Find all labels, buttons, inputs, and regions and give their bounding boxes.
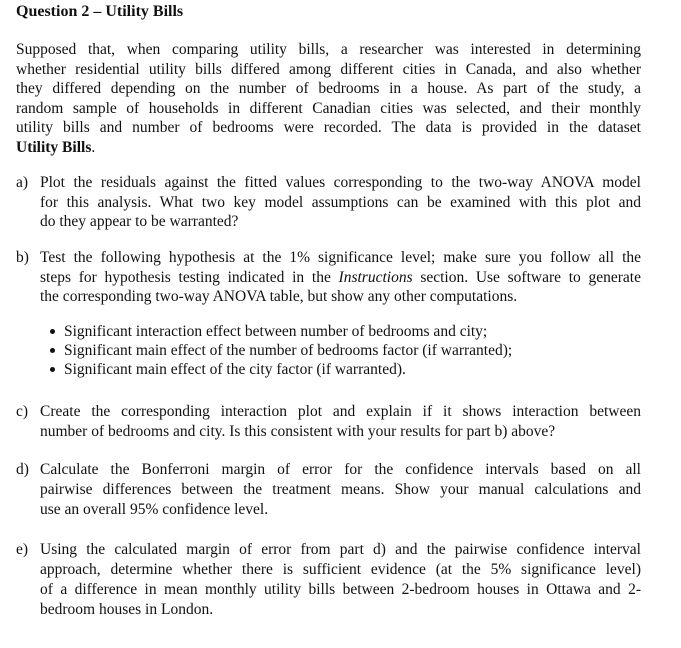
part-label: b) (16, 249, 29, 266)
text-line: Supposed that, when comparing utility bills, a researcher was interested in determining (16, 41, 641, 58)
text-line: utility bills and number of bedrooms were recorded. The data is provided in the dataset (16, 119, 641, 136)
part-label: d) (16, 461, 29, 478)
text-line: use an overall 95% confidence level. (40, 501, 269, 518)
text-line: Test the following hypothesis at the 1% significance level; make sure you follow all the (40, 249, 641, 266)
instructions-emphasis: Instructions (338, 268, 413, 286)
intro-paragraph (16, 40, 641, 157)
text-segment: section. Use software to generate (412, 268, 641, 286)
text-line: do they appear to be warranted? (40, 213, 239, 230)
text-line: bedroom houses in London. (40, 601, 214, 618)
text-line: the corresponding two-way ANOVA table, but show any other computations. (40, 288, 518, 305)
text-line (40, 268, 641, 288)
text-line: number of bedrooms and city. Is this consistent with your results for part b) above? (40, 422, 556, 440)
text-line: Calculate the Bonferroni margin of error for the confidence intervals based on all (40, 461, 641, 478)
part-label: c) (16, 403, 29, 420)
part-label: a) (16, 174, 29, 191)
text-line: whether residential utility bills differed among different cities in Canada, and also whether (16, 60, 641, 78)
text-line: of a difference in mean monthly utility bills between 2-bedroom houses in Ottawa and 2- (40, 581, 641, 598)
text-line: Plot the residuals against the fitted values corresponding to the two-way ANOVA model (40, 174, 641, 191)
text-line: they differed depending on the number of bedrooms in a house. As part of the study, a (16, 80, 641, 97)
period: . (91, 138, 96, 156)
text-line: Using the calculated margin of error from part d) and the pairwise confidence interval (40, 541, 641, 558)
hypothesis-list (48, 322, 512, 379)
text-line: Create the corresponding interaction plot and explain if it shows interaction between (40, 403, 641, 420)
text-line: approach, determine whether there is sufficient evidence (at the 5% significance level) (40, 561, 641, 578)
list-item: Significant main effect of the city factor (if warranted). (48, 360, 512, 379)
text-line (16, 138, 641, 158)
text-line: random sample of households in different Canadian cities was selected, and their monthly (16, 99, 641, 117)
dataset-name: Utility Bills (16, 138, 92, 156)
list-item: Significant interaction effect between number of bedrooms and city; (48, 322, 512, 341)
text-segment: steps for hypothesis testing indicated in the (40, 268, 339, 286)
text-line: for this analysis. What two key model assumptions can be examined with this plot and (40, 193, 641, 211)
part-label: e) (16, 541, 29, 558)
text-line: pairwise differences between the treatment means. Show your manual calculations and (40, 481, 641, 498)
list-item: Significant main effect of the number of bedrooms factor (if warranted); (48, 341, 512, 360)
question-title: Question 2 – Utility Bills (16, 3, 184, 20)
